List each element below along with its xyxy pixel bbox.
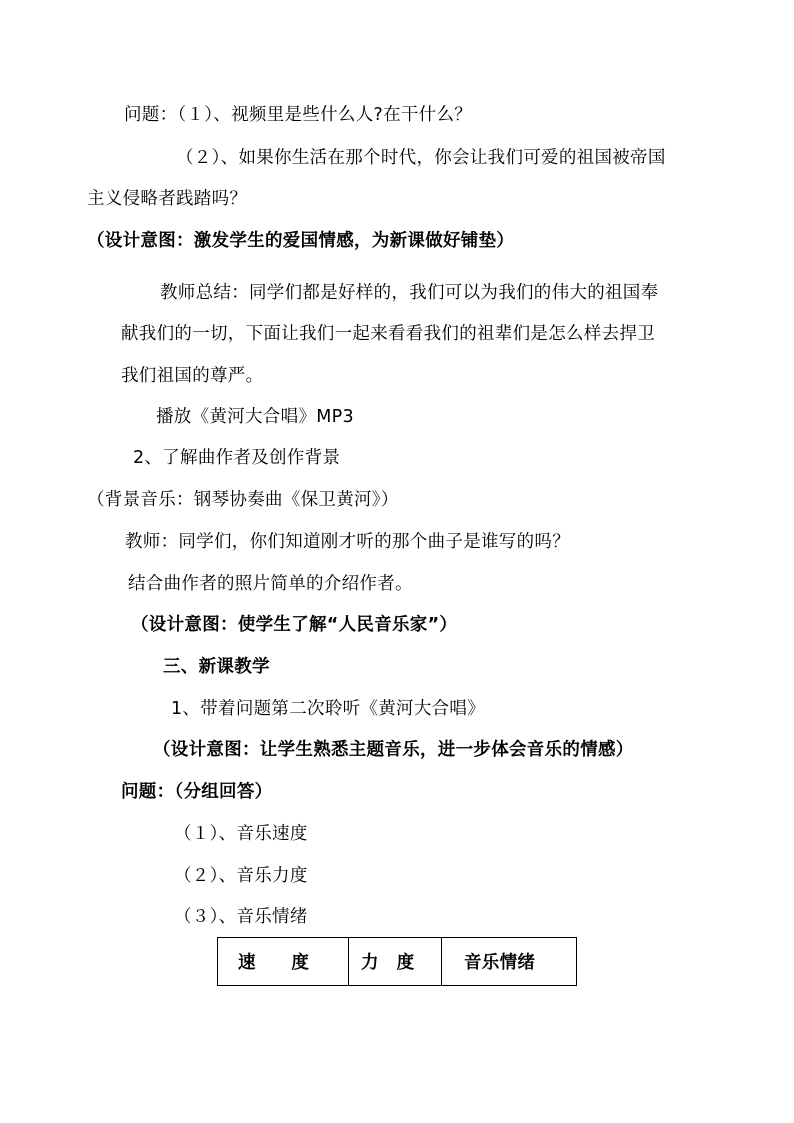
design-intent-3: （设计意图：让学生熟悉主题音乐，进一步体会音乐的情感） — [153, 740, 634, 760]
section-3-heading: 三、新课教学 — [163, 657, 270, 677]
play-music-line: 播放《黄河大合唱》MP3 — [156, 407, 354, 427]
table-header-speed: 速 度 — [218, 938, 349, 986]
teacher-question-line: 教师：同学们，你们知道刚才听的那个曲子是谁写的吗？ — [125, 532, 570, 552]
question-2-continuation: 主义侵略者践踏吗？ — [87, 189, 248, 209]
music-analysis-table — [217, 937, 577, 986]
music-speed-item: （１）、音乐速度 — [174, 824, 308, 844]
table-header-strength: 力 度 — [349, 938, 442, 986]
introduce-author-line: 结合曲作者的照片简单的介绍作者。 — [128, 574, 413, 594]
teacher-summary-line-3: 我们祖国的尊严。 — [121, 366, 264, 386]
table-header-emotion: 音乐情绪 — [442, 938, 577, 986]
teacher-summary-line-2: 献我们的一切，下面让我们一起来看看我们的祖辈们是怎么样去捍卫 — [121, 324, 655, 344]
music-strength-item: （２）、音乐力度 — [174, 866, 308, 886]
question-2-line: （２）、如果你生活在那个时代，你会让我们可爱的祖国被帝国 — [176, 148, 666, 168]
design-intent-1: （设计意图：激发学生的爱国情感，为新课做好铺垫） — [87, 231, 515, 251]
music-emotion-item: （３）、音乐情绪 — [174, 907, 308, 927]
background-music-line: （背景音乐：钢琴协奏曲《保卫黄河》） — [87, 490, 399, 510]
teacher-summary-line-1: 教师总结：同学们都是好样的，我们可以为我们的伟大的祖国奉 — [160, 283, 659, 303]
table-header-row — [218, 938, 577, 986]
listen-again-line: 1、带着问题第二次聆听《黄河大合唱》 — [171, 699, 486, 719]
section-2-heading: 2、了解曲作者及创作背景 — [133, 448, 341, 468]
design-intent-2: （设计意图：使学生了解“人民音乐家”） — [131, 615, 458, 635]
group-question-line: 问题：（分组回答） — [121, 782, 273, 802]
question-1-line: 问题：（１）、视频里是些什么人?在干什么？ — [124, 105, 473, 125]
